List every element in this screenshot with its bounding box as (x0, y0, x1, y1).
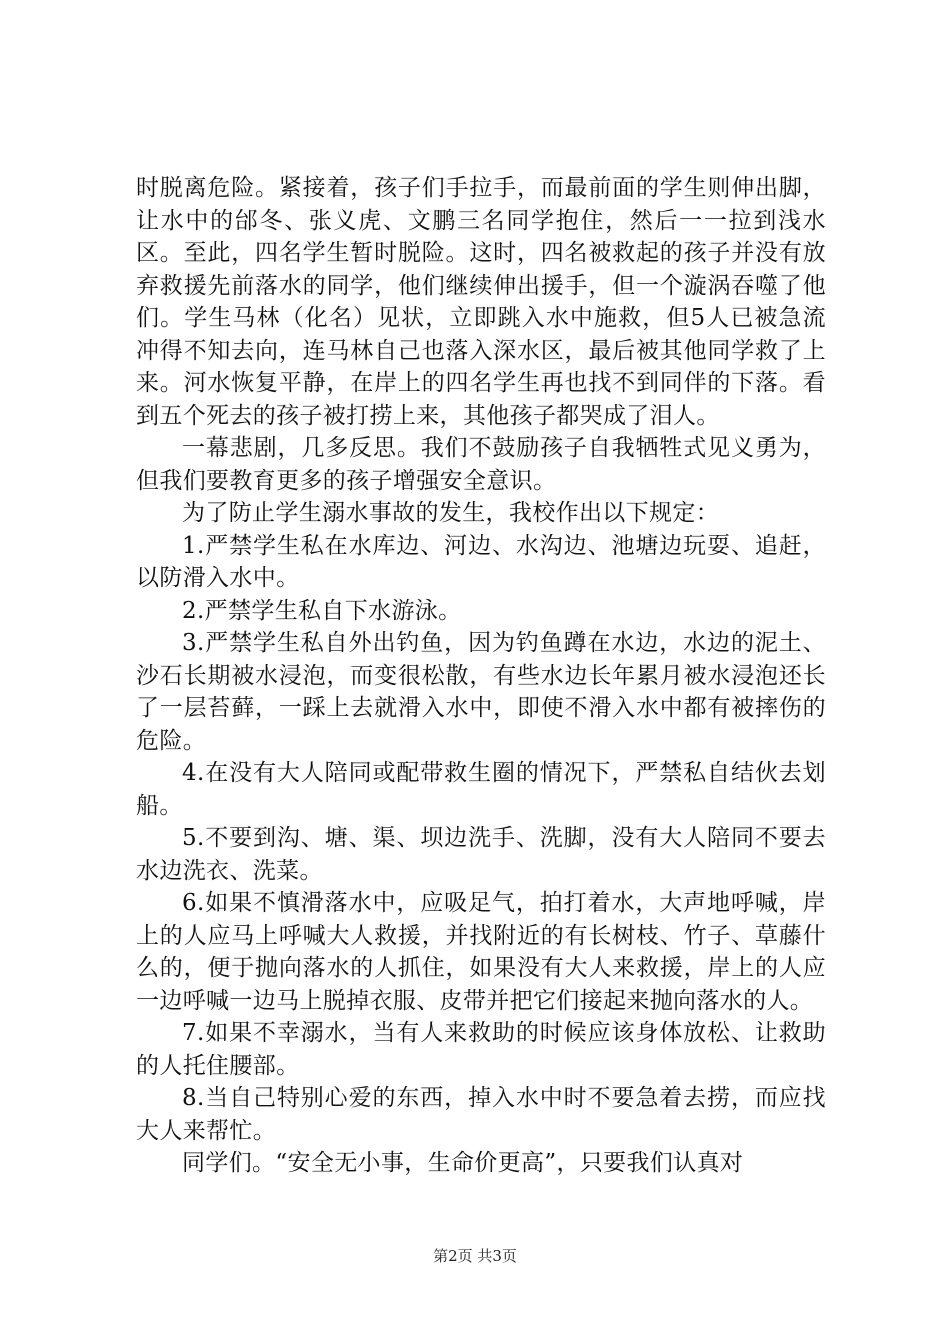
rule-item-1: 1.严禁学生私在水库边、河边、水沟边、池塘边玩耍、追赶，以防滑入水中。 (136, 532, 826, 591)
rule-item-7: 7.如果不幸溺水，当有人来救助的时候应该身体放松、让救助的人托住腰部。 (136, 1020, 826, 1079)
document-body (136, 172, 826, 1180)
rule-item-3: 3.严禁学生私自外出钓鱼，因为钓鱼蹲在水边，水边的泥土、沙石长期被水浸泡，而变很松散，有些水边长年累月被水浸泡还长了一层苔藓，一踩上去就滑入水中，即使不滑入水中都有被摔伤的危险。 (136, 630, 826, 754)
paragraph-continuation: 时脱离危险。紧接着，孩子们手拉手，而最前面的学生则伸出脚，让水中的邰冬、张义虎、文鹏三名同学抱住，然后一一拉到浅水区。至此，四名学生暂时脱险。这时，四名被救起的孩子并没有放弃救援先前落水的同学，他们继续伸出援手，但一个漩涡吞噬了他们。学生马林（化名）见状，立即跳入水中施救，但5人已被急流冲得不知去向，连马林自己也落入深水区，最后被其他同学救了上来。河水恢复平静，在岸上的四名学生再也找不到同伴的下落。看到五个死去的孩子被打捞上来，其他孩子都哭成了泪人。 (136, 175, 826, 429)
page-number-label: 第2页 共3页 (433, 1247, 517, 1265)
rule-item-6: 6.如果不慎滑落水中，应吸足气，拍打着水，大声地呼喊，岸上的人应马上呼喊大人救援，并找附近的有长树枝、竹子、草藤什么的，便于抛向落水的人抓住，如果没有大人来救援，岸上的人应一边呼喊一边马上脱掉衣服、皮带并把它们接起来抛向落水的人。 (136, 890, 826, 1014)
rule-item-8: 8.当自己特别心爱的东西，掉入水中时不要急着去捞，而应找大人来帮忙。 (136, 1085, 826, 1144)
rule-item-4: 4.在没有大人陪同或配带救生圈的情况下，严禁私自结伙去划船。 (136, 760, 826, 819)
rule-item-2: 2.严禁学生私自下水游泳。 (182, 597, 462, 624)
page-footer (0, 1246, 950, 1266)
paragraph-rules-intro: 为了防止学生溺水事故的发生，我校作出以下规定： (182, 500, 720, 526)
paragraph-closing: 同学们。“安全无小事，生命价更高”，只要我们认真对 (182, 1150, 744, 1176)
paragraph-reflection: 一幕悲剧，几多反思。我们不鼓励孩子自我牺牲式见义勇为，但我们要教育更多的孩子增强安全意识。 (136, 435, 826, 494)
rule-item-5: 5.不要到沟、塘、渠、坝边洗手、洗脚，没有大人陪同不要去水边洗衣、洗菜。 (136, 825, 826, 884)
